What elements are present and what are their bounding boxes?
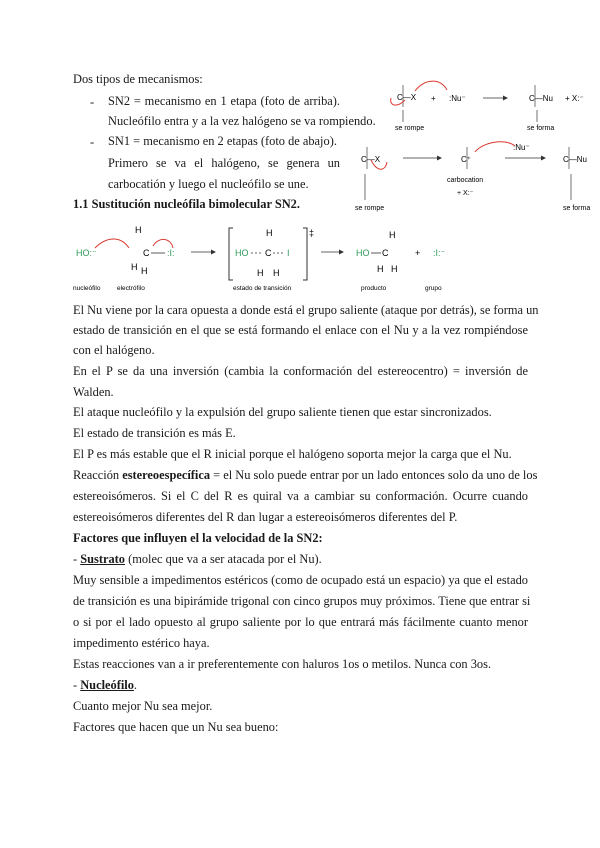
h-atom: H xyxy=(135,225,142,235)
paragraph-line: Estas reacciones van a ir preferentemente con haluros 1os o metilos. Nunca con 3os. xyxy=(73,657,492,671)
dash: - xyxy=(73,678,81,692)
sn1-description-1: Primero se va el halógeno, se genera un xyxy=(108,156,340,170)
ts-leaving-group: I xyxy=(287,248,290,258)
label-producto: producto xyxy=(361,285,387,292)
text-run: = el Nu solo puede entrar por un lado entonces solo da uno de los xyxy=(210,468,538,482)
h-atom: H xyxy=(257,268,264,278)
bottom-leaving: + X:⁻ xyxy=(457,190,474,197)
h-atom: H xyxy=(377,264,384,274)
bottom-label-form: se forma xyxy=(563,205,591,212)
intro-heading: Dos tipos de mecanismos: xyxy=(73,72,203,86)
h-atom: H xyxy=(273,268,280,278)
paragraph-line: El estado de transición es más E. xyxy=(73,426,236,440)
subheading-sustrato xyxy=(73,551,322,567)
factors-heading: Factores que influyen el la velocidad de la SN2: xyxy=(73,531,323,545)
paragraph-line: o si por el lado opuesto al grupo saliente por lo que entrará más fácilmente cuanto menor xyxy=(73,615,528,629)
sn2-sn1-schemes xyxy=(345,76,600,216)
ts-carbon: C xyxy=(265,248,272,258)
top-label-break: se rompe xyxy=(395,125,425,132)
paragraph-line: El ataque nucleófilo y la expulsión del grupo saliente tienen que estar sincronizados. xyxy=(73,405,492,419)
bottom-intermediate: C⁺ xyxy=(461,155,471,164)
top-nucleophile: :Nu⁻ xyxy=(449,94,466,103)
sn1-description-2: carbocatión y luego el nucleófilo se une. xyxy=(108,177,309,191)
sn1-definition: SN1 = mecanismo en 2 etapas (foto de abajo). xyxy=(108,134,337,148)
lg-iodine: :I: xyxy=(167,248,175,258)
product-carbon: C xyxy=(382,248,389,258)
paragraph-line: estereoisómeros diferentes del R dan lugar a estereoisómeros diferentes del P. xyxy=(73,510,458,524)
top-plus: + xyxy=(431,94,436,103)
paragraph-line: Muy sensible a impedimentos estéricos (como de ocupado está un espacio) ya que el estado xyxy=(73,573,528,587)
paragraph-line: El Nu viene por la cara opuesta a donde está el grupo saliente (ataque por detrás), se forma un xyxy=(73,303,539,317)
sn2-reaction-scheme xyxy=(73,218,478,296)
top-product: C—Nu xyxy=(529,94,554,103)
paragraph-line: En el P se da una inversión (cambia la conformación del estereocentro) = inversión de xyxy=(73,364,528,378)
bold-term: estereoespecífica xyxy=(122,468,211,482)
ts-nucleophile: HO xyxy=(235,248,249,258)
nucleofilo-term: Nucleófilo xyxy=(80,678,134,692)
iodide-ion: :I:⁻ xyxy=(433,248,446,258)
h-atom: H xyxy=(391,264,398,274)
paragraph-line: estereoisómeros. Si el C del R es quiral va a cambiar su conformación. Ocurre cuando xyxy=(73,489,528,503)
label-electrofilo: electrófilo xyxy=(117,285,145,292)
section-title: 1.1 Sustitución nucleófila bimolecular SN2. xyxy=(73,197,300,211)
scheme-top xyxy=(391,81,584,132)
sn2-definition: SN2 = mecanismo en 1 etapa (foto de arriba). xyxy=(108,94,340,108)
h-atom: H xyxy=(141,266,148,276)
product-hydroxyl: HO xyxy=(356,248,370,258)
bottom-label-break: se rompe xyxy=(355,205,385,212)
text-run: . xyxy=(133,678,138,692)
paragraph-line: Cuanto mejor Nu sea mejor. xyxy=(73,699,213,713)
bottom-product: C—Nu xyxy=(563,155,588,164)
h-atom: H xyxy=(266,228,273,238)
h-atom: H xyxy=(131,262,138,272)
label-estado-transicion: estado de transición xyxy=(233,285,292,292)
top-byproduct: + X:⁻ xyxy=(565,94,584,103)
plus-sign: + xyxy=(415,248,421,258)
paragraph-line: El P es más estable que el R inicial porque el halógeno soporta mejor la carga que el Nu. xyxy=(73,447,512,461)
bottom-nucleophile: :Nu⁻ xyxy=(513,143,530,152)
sn2-description: Nucleófilo entra y a la vez halógeno se va rompiendo. xyxy=(108,114,376,128)
top-label-form: se forma xyxy=(527,125,555,132)
paragraph-line: Walden. xyxy=(73,385,114,399)
label-nucleofilo: nucleófilo xyxy=(73,285,101,292)
paragraph-line: con el halógeno. xyxy=(73,343,155,357)
sustrato-term: Sustrato xyxy=(80,552,125,566)
paragraph-line xyxy=(73,467,538,483)
ts-double-dagger: ‡ xyxy=(309,228,315,238)
paragraph-line: impedimento estérico haya. xyxy=(73,636,210,650)
top-reactant: C—X xyxy=(397,93,417,102)
text-run: Reacción xyxy=(73,468,123,482)
bottom-reactant: C—X xyxy=(361,155,381,164)
paragraph-line: Factores que hacen que un Nu sea bueno: xyxy=(73,720,279,734)
bottom-intermediate-label: carbocation xyxy=(447,177,484,184)
bullet-dash: - xyxy=(90,135,95,149)
bullet-dash: - xyxy=(90,95,95,109)
c-atom: C xyxy=(143,248,150,258)
text-run: (molec que va a ser atacada por el Nu). xyxy=(124,552,322,566)
nu-hydroxide: HO:⁻ xyxy=(76,248,97,258)
subheading-nucleofilo xyxy=(73,677,137,693)
h-atom: H xyxy=(389,230,396,240)
label-grupo: grupo xyxy=(425,285,442,292)
paragraph-line: estado de transición en el que se está formando el enlace con el Nu y a la vez rompiéndose xyxy=(73,323,528,337)
scheme-bottom xyxy=(355,142,590,212)
dash: - xyxy=(73,552,81,566)
paragraph-line: de transición es una bipirámide trigonal con cinco grupos muy próximos. Tiene que entrar si xyxy=(73,594,531,608)
